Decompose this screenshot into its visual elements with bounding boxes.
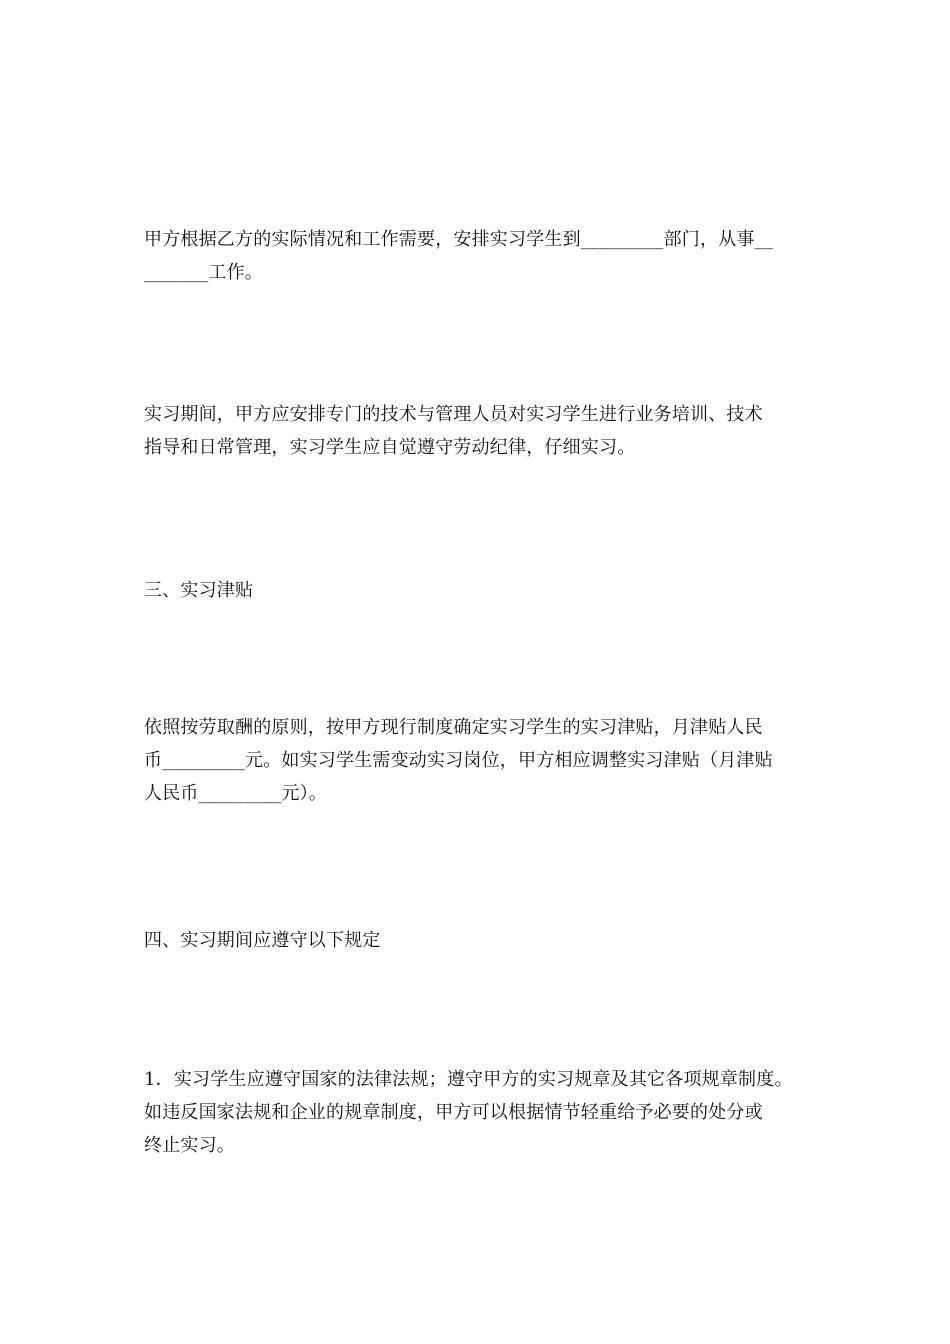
text-line: 实习期间，甲方应安排专门的技术与管理人员对实习学生进行业务培训、技术: [144, 404, 763, 425]
heading-text: 三、实习津贴: [144, 580, 254, 601]
text-line: 依照按劳取酬的原则，按甲方现行制度确定实习学生的实习津贴，月津贴人民: [144, 717, 763, 738]
text-line: 甲方根据乙方的实际情况和工作需要，安排实习学生到_________部门，从事__: [144, 229, 773, 250]
text-line: 人民币_________元）。: [144, 783, 327, 804]
text-line: 币_________元。如实习学生需变动实习岗位，甲方相应调整实习津贴（月津贴: [144, 750, 773, 771]
paragraph-training: [144, 398, 763, 464]
text-line: 指导和日常管理，实习学生应自觉遵守劳动纪律，仔细实习。: [144, 437, 636, 458]
text-line: 1．实习学生应遵守国家的法律法规；遵守甲方的实习规章及其它各项规章制度。: [144, 1069, 793, 1090]
text-line: _______工作。: [144, 262, 263, 283]
paragraph-allowance: [144, 711, 773, 810]
heading-text: 四、实习期间应遵守以下规定: [144, 930, 381, 951]
section-heading-rules: [144, 924, 381, 957]
paragraph-rule-one: [144, 1063, 793, 1162]
paragraph-placement: [144, 223, 773, 289]
section-heading-allowance: [144, 574, 253, 607]
text-line: 如违反国家法规和企业的规章制度，甲方可以根据情节轻重给予必要的处分或: [144, 1102, 763, 1123]
text-line: 终止实习。: [144, 1135, 235, 1156]
